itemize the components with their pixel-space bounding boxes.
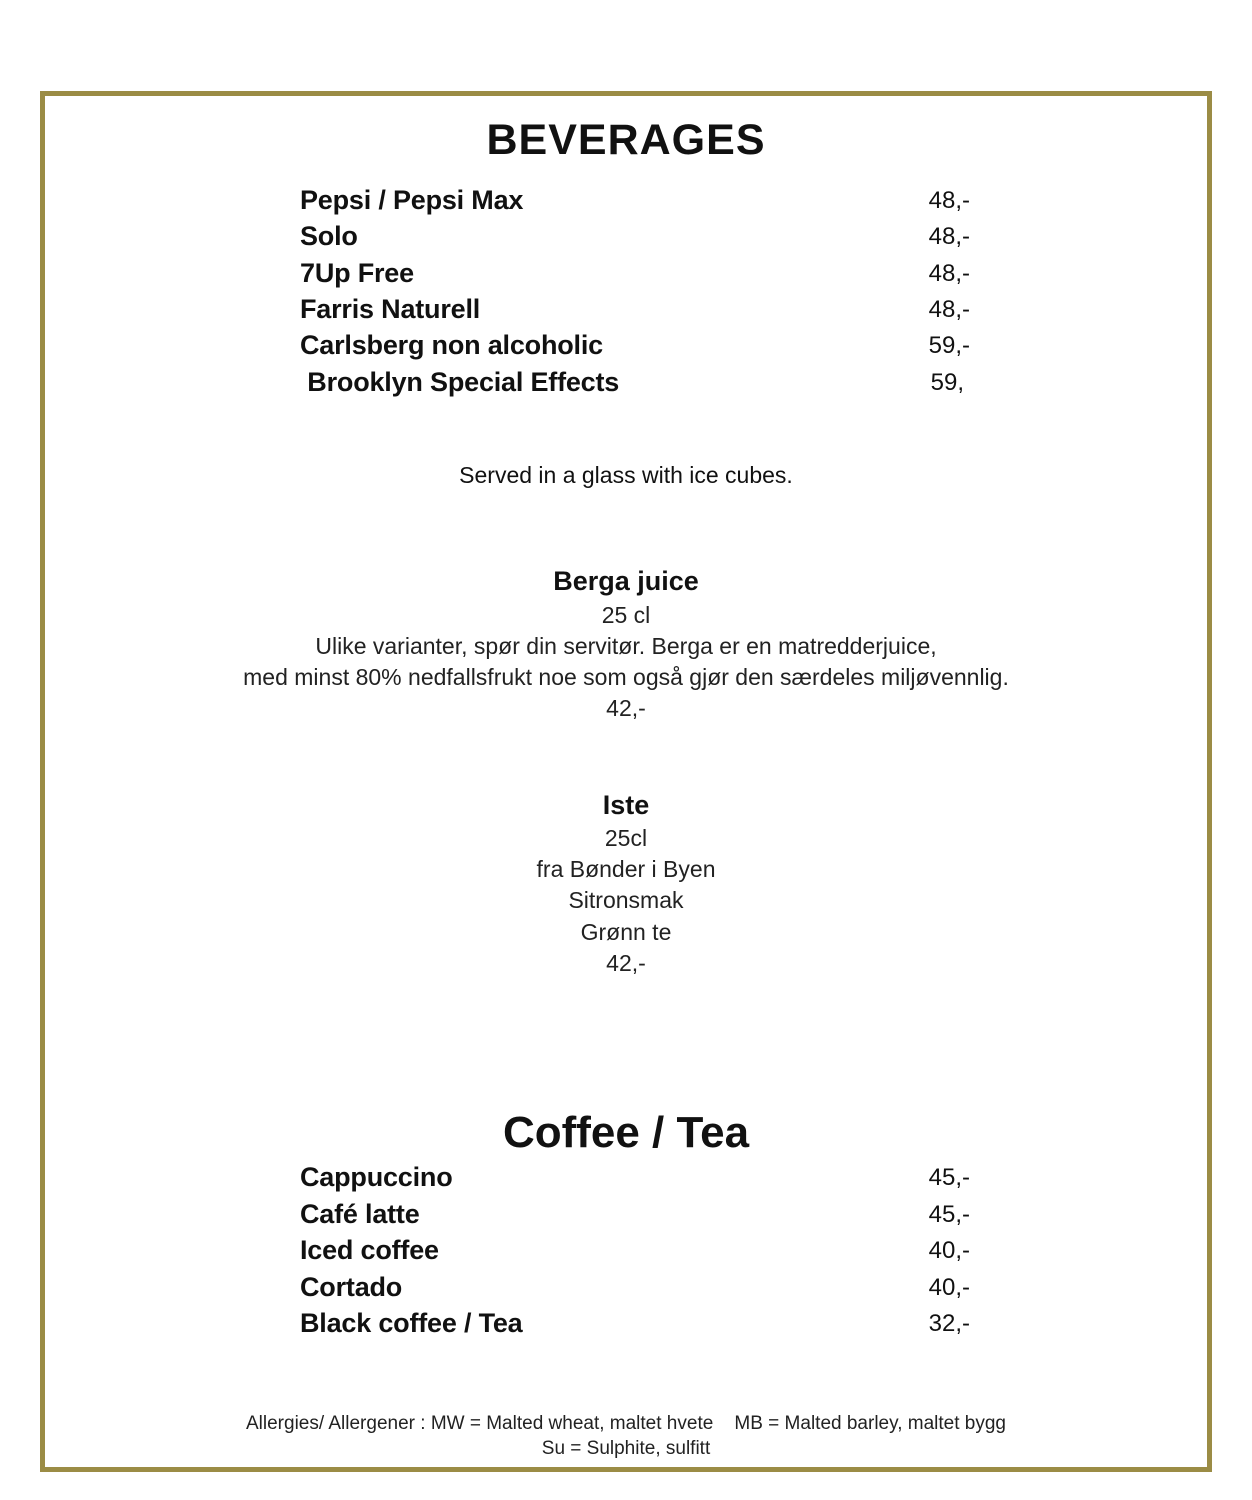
iste-size: 25cl <box>604 825 648 851</box>
menu-item <box>300 330 970 364</box>
item-name: Cortado <box>300 1272 403 1302</box>
menu-item <box>300 185 970 219</box>
item-price: 40,- <box>928 1274 970 1301</box>
juice-description-line2: med minst 80% nedfallsfrukt noe som også gjør den særdeles miljøvennlig. <box>243 664 1009 690</box>
item-name: Carlsberg non alcoholic <box>300 330 603 360</box>
coffee-title: Coffee / Tea <box>502 1108 750 1157</box>
iste-flavor: Grønn te <box>580 919 672 945</box>
item-price: 59,- <box>928 332 970 359</box>
item-name: Iced coffee <box>300 1235 439 1265</box>
juice-description-line1: Ulike varianter, spør din servitør. Berga er en matredderjuice, <box>315 633 937 659</box>
menu-item <box>300 258 970 292</box>
juice-title: Berga juice <box>553 566 699 596</box>
item-price: 48,- <box>928 223 970 250</box>
item-name: Cappuccino <box>300 1162 453 1192</box>
iste-price: 42,- <box>606 950 646 976</box>
menu-item <box>300 294 970 328</box>
iste-origin: fra Bønder i Byen <box>536 856 716 882</box>
menu-item <box>300 1199 970 1233</box>
menu-item <box>300 221 970 255</box>
item-name: Café latte <box>300 1199 420 1229</box>
item-price: 32,- <box>928 1310 970 1337</box>
item-name: Pepsi / Pepsi Max <box>300 185 524 215</box>
item-price: 45,- <box>928 1164 970 1191</box>
menu-item <box>300 1272 970 1306</box>
item-name: Solo <box>300 221 358 251</box>
iste-title: Iste <box>602 790 650 820</box>
item-price: 59, <box>930 369 964 396</box>
allergies-line2: Su = Sulphite, sulfitt <box>541 1438 711 1459</box>
item-price: 40,- <box>928 1237 970 1264</box>
allergies-line1: Allergies/ Allergener : MW = Malted wheat, maltet hvete MB = Malted barley, maltet bygg <box>246 1413 1006 1434</box>
item-name: Brooklyn Special Effects <box>300 367 620 397</box>
menu-item <box>300 1308 970 1342</box>
item-price: 48,- <box>928 260 970 287</box>
item-name: Farris Naturell <box>300 294 481 324</box>
item-name: 7Up Free <box>300 258 414 288</box>
beverages-note: Served in a glass with ice cubes. <box>459 462 793 488</box>
item-price: 45,- <box>928 1201 970 1228</box>
juice-price: 42,- <box>606 695 646 721</box>
item-name: Black coffee / Tea <box>300 1308 523 1338</box>
iste-flavor: Sitronsmak <box>568 887 684 913</box>
beverages-title: BEVERAGES <box>486 116 766 164</box>
menu-item <box>300 1162 970 1196</box>
juice-size: 25 cl <box>601 602 651 628</box>
item-price: 48,- <box>928 296 970 323</box>
item-price: 48,- <box>928 187 970 214</box>
menu-item <box>300 1235 970 1269</box>
menu-item <box>300 367 970 401</box>
